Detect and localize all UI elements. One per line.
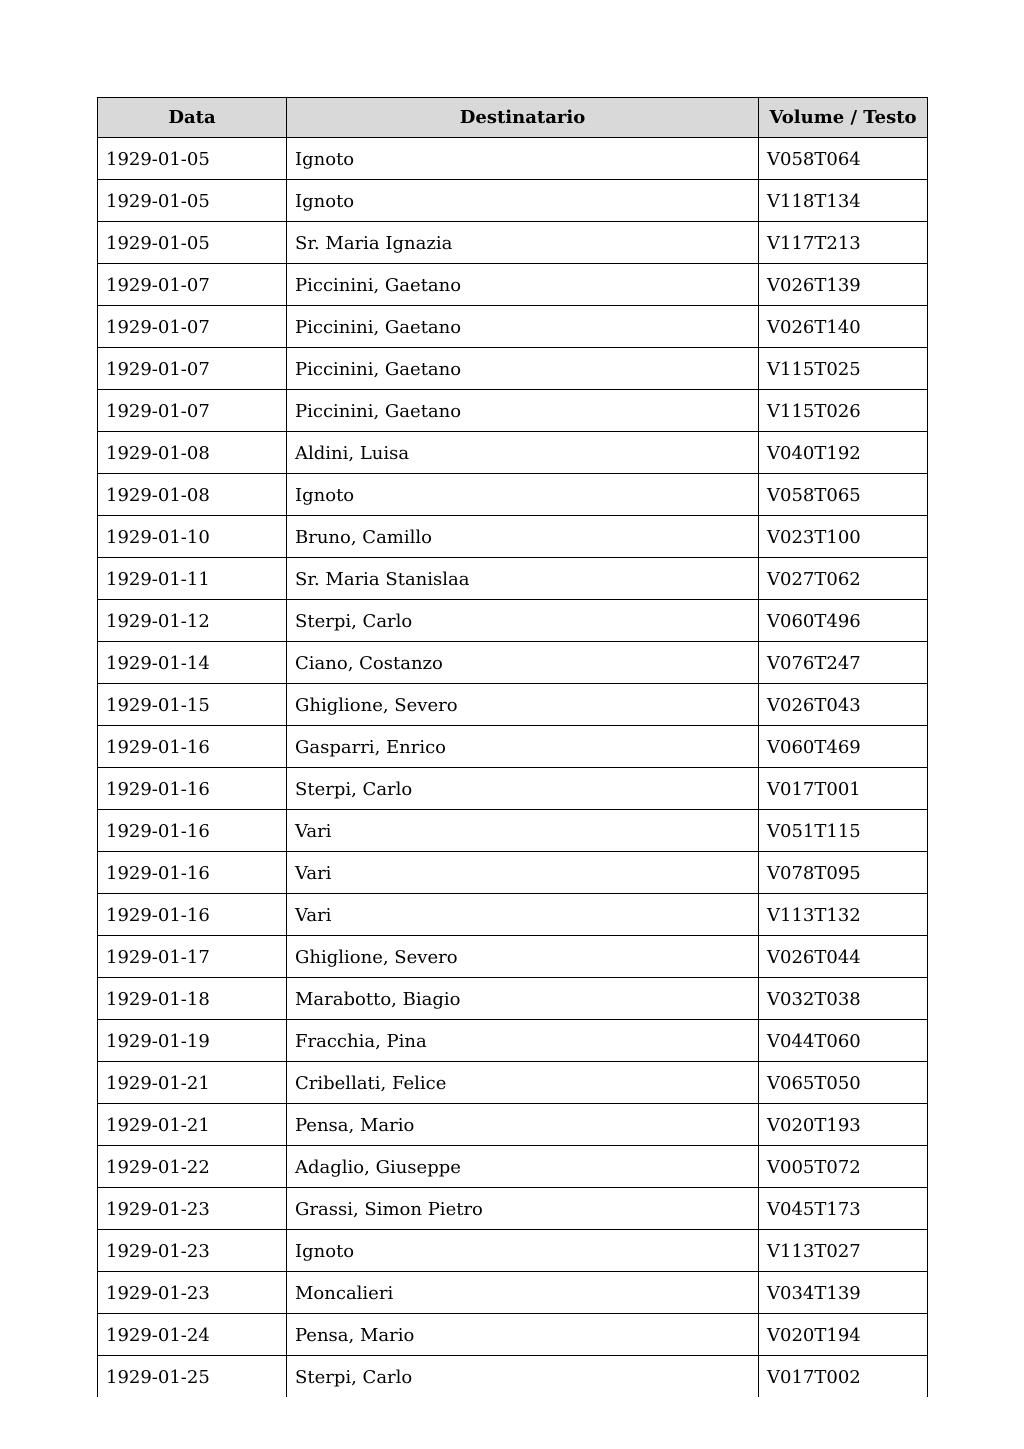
table-row <box>98 432 928 474</box>
cell-recipient: Vari <box>287 810 759 852</box>
cell-volume-text: V005T072 <box>759 1146 928 1188</box>
cell-volume-text: V113T027 <box>759 1230 928 1272</box>
cell-recipient: Aldini, Luisa <box>287 432 759 474</box>
cell-date: 1929-01-16 <box>98 768 287 810</box>
table-row <box>98 1146 928 1188</box>
cell-date: 1929-01-22 <box>98 1146 287 1188</box>
cell-date: 1929-01-08 <box>98 432 287 474</box>
table-row <box>98 1356 928 1398</box>
table-row <box>98 138 928 180</box>
cell-recipient: Cribellati, Felice <box>287 1062 759 1104</box>
document-page <box>97 97 927 1397</box>
cell-date: 1929-01-18 <box>98 978 287 1020</box>
table-header-row <box>98 98 928 138</box>
cell-date: 1929-01-21 <box>98 1104 287 1146</box>
cell-date: 1929-01-24 <box>98 1314 287 1356</box>
table-row <box>98 222 928 264</box>
table-row <box>98 180 928 222</box>
cell-volume-text: V117T213 <box>759 222 928 264</box>
cell-date: 1929-01-15 <box>98 684 287 726</box>
table-row <box>98 894 928 936</box>
table-row <box>98 642 928 684</box>
cell-volume-text: V045T173 <box>759 1188 928 1230</box>
cell-volume-text: V076T247 <box>759 642 928 684</box>
cell-recipient: Bruno, Camillo <box>287 516 759 558</box>
cell-date: 1929-01-16 <box>98 852 287 894</box>
cell-recipient: Ignoto <box>287 180 759 222</box>
cell-recipient: Pensa, Mario <box>287 1104 759 1146</box>
cell-recipient: Vari <box>287 852 759 894</box>
cell-recipient: Piccinini, Gaetano <box>287 390 759 432</box>
cell-date: 1929-01-12 <box>98 600 287 642</box>
cell-recipient: Marabotto, Biagio <box>287 978 759 1020</box>
table-row <box>98 306 928 348</box>
cell-volume-text: V051T115 <box>759 810 928 852</box>
cell-date: 1929-01-16 <box>98 894 287 936</box>
table-row <box>98 1230 928 1272</box>
table-row <box>98 1020 928 1062</box>
cell-recipient: Fracchia, Pina <box>287 1020 759 1062</box>
cell-date: 1929-01-10 <box>98 516 287 558</box>
cell-date: 1929-01-05 <box>98 138 287 180</box>
cell-volume-text: V115T026 <box>759 390 928 432</box>
table-row <box>98 936 928 978</box>
cell-volume-text: V115T025 <box>759 348 928 390</box>
cell-recipient: Ignoto <box>287 138 759 180</box>
cell-recipient: Piccinini, Gaetano <box>287 264 759 306</box>
cell-date: 1929-01-23 <box>98 1272 287 1314</box>
cell-volume-text: V058T065 <box>759 474 928 516</box>
table-row <box>98 768 928 810</box>
cell-volume-text: V032T038 <box>759 978 928 1020</box>
cell-volume-text: V027T062 <box>759 558 928 600</box>
cell-recipient: Vari <box>287 894 759 936</box>
cell-date: 1929-01-07 <box>98 264 287 306</box>
cell-volume-text: V060T469 <box>759 726 928 768</box>
table-row <box>98 852 928 894</box>
cell-volume-text: V020T194 <box>759 1314 928 1356</box>
table-row <box>98 390 928 432</box>
cell-volume-text: V026T043 <box>759 684 928 726</box>
cell-volume-text: V065T050 <box>759 1062 928 1104</box>
cell-date: 1929-01-16 <box>98 810 287 852</box>
table-row <box>98 1062 928 1104</box>
cell-recipient: Adaglio, Giuseppe <box>287 1146 759 1188</box>
cell-recipient: Piccinini, Gaetano <box>287 348 759 390</box>
cell-recipient: Ciano, Costanzo <box>287 642 759 684</box>
cell-volume-text: V040T192 <box>759 432 928 474</box>
cell-date: 1929-01-25 <box>98 1356 287 1398</box>
cell-date: 1929-01-08 <box>98 474 287 516</box>
correspondence-table <box>97 97 928 1397</box>
table-row <box>98 558 928 600</box>
cell-volume-text: V017T002 <box>759 1356 928 1398</box>
cell-recipient: Sterpi, Carlo <box>287 600 759 642</box>
cell-volume-text: V026T044 <box>759 936 928 978</box>
cell-recipient: Sr. Maria Stanislaa <box>287 558 759 600</box>
table-row <box>98 810 928 852</box>
cell-recipient: Ignoto <box>287 1230 759 1272</box>
table-row <box>98 264 928 306</box>
table-row <box>98 1314 928 1356</box>
cell-recipient: Ghiglione, Severo <box>287 684 759 726</box>
table-row <box>98 474 928 516</box>
cell-recipient: Sr. Maria Ignazia <box>287 222 759 264</box>
cell-volume-text: V017T001 <box>759 768 928 810</box>
cell-recipient: Pensa, Mario <box>287 1314 759 1356</box>
table-row <box>98 1272 928 1314</box>
cell-date: 1929-01-07 <box>98 306 287 348</box>
cell-date: 1929-01-07 <box>98 348 287 390</box>
cell-volume-text: V026T139 <box>759 264 928 306</box>
table-body <box>98 138 928 1398</box>
cell-recipient: Piccinini, Gaetano <box>287 306 759 348</box>
cell-date: 1929-01-23 <box>98 1188 287 1230</box>
cell-volume-text: V060T496 <box>759 600 928 642</box>
table-row <box>98 684 928 726</box>
table-row <box>98 600 928 642</box>
cell-date: 1929-01-19 <box>98 1020 287 1062</box>
cell-recipient: Ignoto <box>287 474 759 516</box>
cell-volume-text: V058T064 <box>759 138 928 180</box>
cell-date: 1929-01-11 <box>98 558 287 600</box>
cell-recipient: Sterpi, Carlo <box>287 1356 759 1398</box>
cell-date: 1929-01-05 <box>98 222 287 264</box>
cell-recipient: Sterpi, Carlo <box>287 768 759 810</box>
cell-volume-text: V078T095 <box>759 852 928 894</box>
cell-recipient: Ghiglione, Severo <box>287 936 759 978</box>
cell-volume-text: V118T134 <box>759 180 928 222</box>
table-row <box>98 726 928 768</box>
cell-date: 1929-01-14 <box>98 642 287 684</box>
cell-volume-text: V023T100 <box>759 516 928 558</box>
cell-date: 1929-01-07 <box>98 390 287 432</box>
table-row <box>98 978 928 1020</box>
cell-date: 1929-01-21 <box>98 1062 287 1104</box>
cell-recipient: Grassi, Simon Pietro <box>287 1188 759 1230</box>
cell-date: 1929-01-16 <box>98 726 287 768</box>
column-header-volume-text: Volume / Testo <box>759 98 928 138</box>
cell-date: 1929-01-05 <box>98 180 287 222</box>
cell-volume-text: V113T132 <box>759 894 928 936</box>
cell-date: 1929-01-23 <box>98 1230 287 1272</box>
cell-volume-text: V026T140 <box>759 306 928 348</box>
cell-volume-text: V044T060 <box>759 1020 928 1062</box>
table-row <box>98 516 928 558</box>
column-header-recipient: Destinatario <box>287 98 759 138</box>
cell-date: 1929-01-17 <box>98 936 287 978</box>
cell-recipient: Moncalieri <box>287 1272 759 1314</box>
cell-volume-text: V020T193 <box>759 1104 928 1146</box>
table-row <box>98 348 928 390</box>
table-row <box>98 1188 928 1230</box>
cell-volume-text: V034T139 <box>759 1272 928 1314</box>
cell-recipient: Gasparri, Enrico <box>287 726 759 768</box>
table-row <box>98 1104 928 1146</box>
column-header-date: Data <box>98 98 287 138</box>
